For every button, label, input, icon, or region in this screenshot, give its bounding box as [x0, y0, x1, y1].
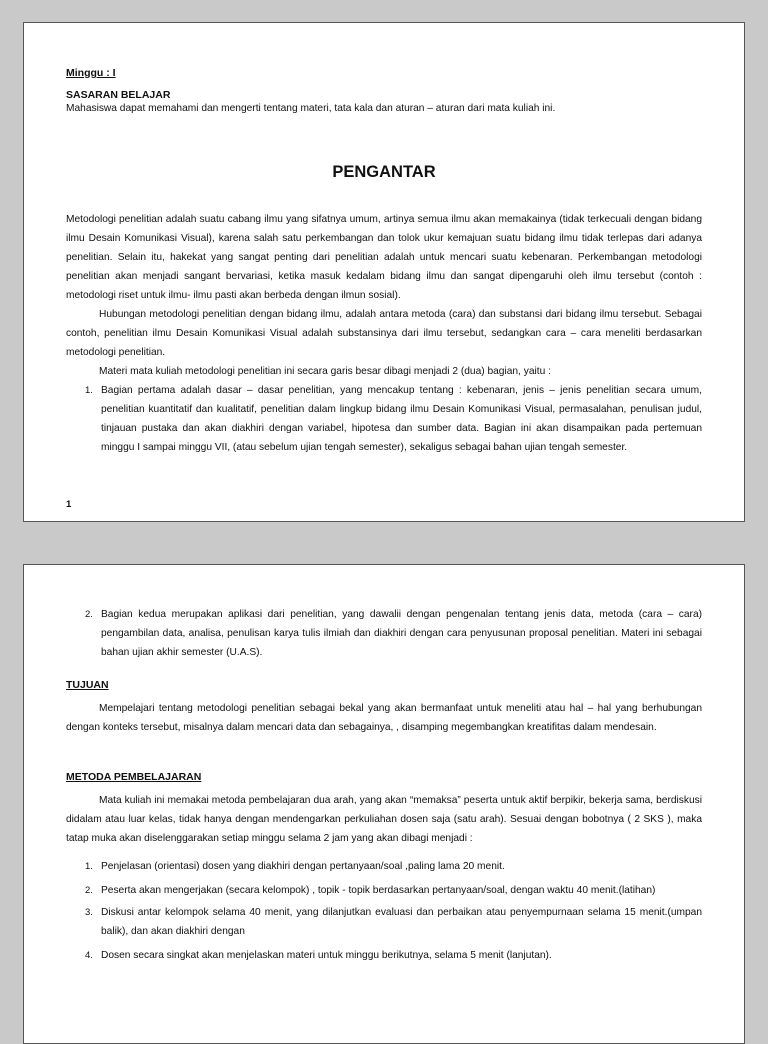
- method-heading: METODA PEMBELAJARAN: [66, 771, 202, 783]
- list-text: Dosen secara singkat akan menjelaskan materi untuk minggu berikutnya, selama 5 menit (lanjutan).: [101, 950, 552, 961]
- intro-paragraph-3: Materi mata kuliah metodologi penelitian ini secara garis besar dibagi menjadi 2 (dua) bagian, yaitu :: [99, 366, 551, 377]
- intro-paragraph-1: Metodologi penelitian adalah suatu cabang ilmu yang sifatnya umum, artinya semua ilmu akan memakainya (tidak terkecuali dengan bidang ilmu Desain Komunikasi Visual), karena salah satu perkembangan dan tolok ukur kemajuan suatu bidang ilmu tidak terlepas dari adanya penelitian. Selain itu, hakekat yang sangat penting dari penelitian adalah untuk mencari suatu kebenaran. Perkembangan metodologi penelitian akan menjadi sangant bervariasi, ketika masuk kedalam bidang ilmu dan sangat dipengaruhi oleh ilmu tersebut (contoh : metodologi riset untuk ilmu- ilmu pasti akan berbeda dengan ilmun sosial).: [66, 214, 702, 301]
- target-heading: SASARAN BELAJAR: [66, 89, 171, 101]
- list-item: [66, 381, 702, 457]
- list-number: 2.: [85, 885, 93, 896]
- document-page-1: [23, 22, 745, 522]
- list-number: 1.: [85, 861, 93, 872]
- list-item: [66, 881, 702, 900]
- list-text: Peserta akan mengerjakan (secara kelompok) , topik - topik berdasarkan pertanyaan/soal, dengan waktu 40 menit.(latihan): [101, 885, 656, 896]
- list-text: Diskusi antar kelompok selama 40 menit, yang dilanjutkan evaluasi dan perbaikan atau penyempurnaan selama 15 menit.(umpan balik), dan akan diakhiri dengan: [101, 907, 702, 937]
- target-text: Mahasiswa dapat memahami dan mengerti tentang materi, tata kala dan aturan – aturan dari mata kuliah ini.: [66, 103, 556, 114]
- list-number: 3.: [85, 907, 93, 918]
- parts-list-continued: [66, 605, 702, 662]
- method-text: Mata kuliah ini memakai metoda pembelajaran dua arah, yang akan “memaksa” peserta untuk aktif berpikir, bekerja sama, berdiskusi didalam atau luar kelas, tidak hanya dengan mendengarkan perkuliahan dosen saja (satu arah). Sesuai dengan bobotnya ( 2 SKS ), maka tatap muka akan diselenggarakan setiap minggu selama 2 jam yang akan dibagi menjadi :: [66, 795, 702, 844]
- list-item: [66, 946, 702, 965]
- list-text: Bagian kedua merupakan aplikasi dari penelitian, yang dawalii dengan pengenalan tentang jenis data, metoda (cara – cara) pengambilan data, analisa, penulisan karya tulis ilmiah dan diakhiri dengan cara penyusunan proposal penelitian. Materi ini sebagai bahan ujian akhir semester (U.A.S).: [101, 609, 702, 658]
- page-number: 1: [66, 499, 72, 510]
- list-number: 2.: [85, 609, 93, 620]
- list-item: [66, 605, 702, 662]
- goal-text: Mempelajari tentang metodologi penelitian sebagai bekal yang akan bermanfaat untuk meneliti atau hal – hal yang berhubungan dengan konteks tersebut, misalnya dalam mencari data dan sebagainya, , disamping megembangkan kreatifitas dalam mendesain.: [66, 703, 702, 733]
- document-page-2: [23, 564, 745, 1044]
- list-text: Bagian pertama adalah dasar – dasar penelitian, yang mencakup tentang : kebenaran, jenis – jenis penelitian secara umum, penelitian kuantitatif dan kualitatif, penelitian dalam lingkup bidang ilmu Desain Komunikasi Visual, permasalahan, penulisan judul, tinjauan pustaka dan akan diakhiri dengan variabel, hipotesa dan sumber data. Bagian ini akan disampaikan pada pertemuan minggu I sampai minggu VII, (atau sebelum ujian tengah semester), sekaligus sebagai bahan ujian tengah semester.: [101, 385, 702, 453]
- list-number: 4.: [85, 950, 93, 961]
- page-title: PENGANTAR: [332, 163, 436, 181]
- goal-heading: TUJUAN: [66, 679, 109, 691]
- list-item: [66, 903, 702, 941]
- intro-paragraph-2: Hubungan metodologi penelitian dengan bidang ilmu, adalah antara metoda (cara) dan substansi dari bidang ilmu tersebut. Sebagai contoh, penelitian ilmu Desain Komunikasi Visual adalah substansinya dari ilmu tersebut, sedangkan cara – cara meneliti berdasarkan metodologi penelitian.: [66, 309, 702, 358]
- week-label: Minggu : I: [66, 67, 116, 79]
- method-list: [66, 857, 702, 965]
- list-text: Penjelasan (orientasi) dosen yang diakhiri dengan pertanyaan/soal ,paling lama 20 menit.: [101, 861, 505, 872]
- list-number: 1.: [85, 385, 93, 396]
- parts-list: [66, 381, 702, 457]
- list-item: [66, 857, 702, 876]
